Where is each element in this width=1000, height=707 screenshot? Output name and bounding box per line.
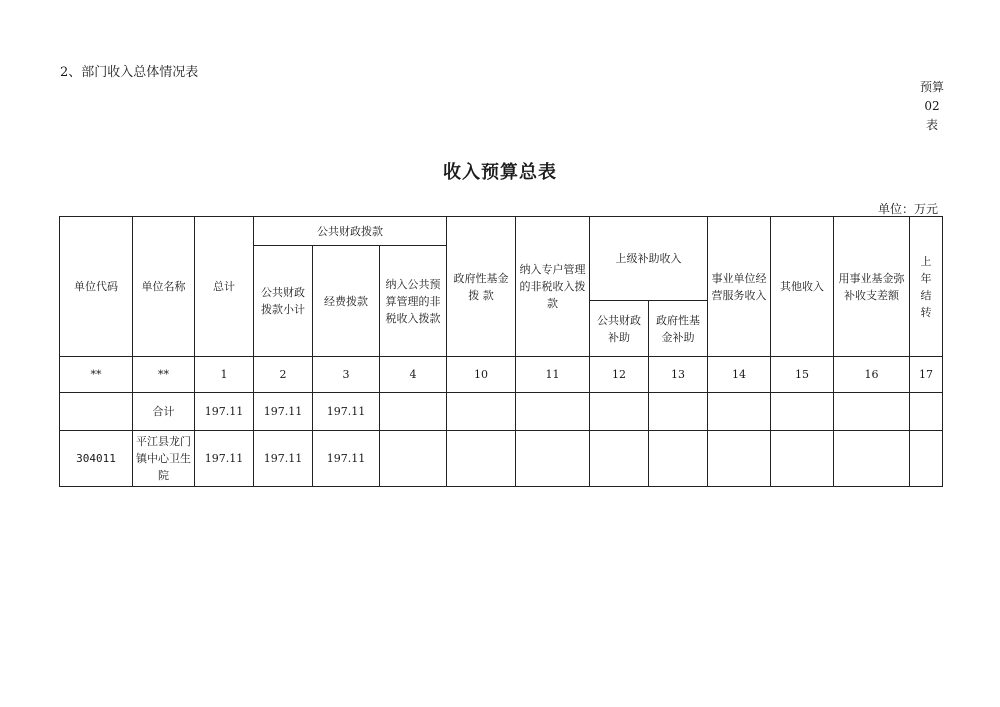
total-cell: 197.11 xyxy=(195,431,254,487)
expense-cell: 197.11 xyxy=(313,393,380,431)
index-row xyxy=(60,357,943,393)
subtotal-cell: 197.11 xyxy=(254,393,313,431)
header-carryover xyxy=(910,217,943,357)
index-cell: 10 xyxy=(447,357,516,393)
empty-cell xyxy=(649,393,708,431)
header-gov-fund: 政府性基金 拨 款 xyxy=(447,217,516,357)
empty-cell xyxy=(910,431,943,487)
empty-cell xyxy=(447,393,516,431)
empty-cell xyxy=(834,393,910,431)
empty-cell xyxy=(771,393,834,431)
table-title: 收入预算总表 xyxy=(443,162,557,183)
unit-name-cell: 合计 xyxy=(133,393,195,431)
index-cell: 4 xyxy=(380,357,447,393)
empty-cell xyxy=(708,431,771,487)
empty-cell xyxy=(516,393,590,431)
empty-cell xyxy=(380,393,447,431)
expense-cell: 197.11 xyxy=(313,431,380,487)
table-row xyxy=(60,393,943,431)
index-cell: 15 xyxy=(771,357,834,393)
header-superior-subsidy-group: 上级补助收入 xyxy=(590,217,708,301)
header-other-income: 其他收入 xyxy=(771,217,834,357)
header-expense-allocation: 经费拨款 xyxy=(313,246,380,357)
header-row-1 xyxy=(60,217,943,246)
index-cell: 2 xyxy=(254,357,313,393)
unit-label: 单位：万元 xyxy=(877,202,938,216)
form-number: 预算02表 xyxy=(920,80,945,132)
empty-cell xyxy=(516,431,590,487)
empty-cell xyxy=(834,431,910,487)
header-fund-balance: 用事业基金弥补收支差额 xyxy=(834,217,910,357)
table-row xyxy=(60,431,943,487)
index-cell: 11 xyxy=(516,357,590,393)
empty-cell xyxy=(380,431,447,487)
empty-cell xyxy=(708,393,771,431)
header-total: 总计 xyxy=(195,217,254,357)
empty-cell xyxy=(649,431,708,487)
empty-cell xyxy=(910,393,943,431)
empty-cell xyxy=(447,431,516,487)
empty-cell xyxy=(590,431,649,487)
empty-cell xyxy=(771,431,834,487)
index-cell: 3 xyxy=(313,357,380,393)
index-cell: ** xyxy=(60,357,133,393)
header-business-income: 事业单位经营服务收入 xyxy=(708,217,771,357)
total-cell: 197.11 xyxy=(195,393,254,431)
empty-cell xyxy=(590,393,649,431)
header-special-non-tax: 纳入专户管理的非税收入拨款 xyxy=(516,217,590,357)
header-gov-fund-subsidy: 政府性基金补助 xyxy=(649,301,708,357)
header-public-finance-subtotal: 公共财政拨款小计 xyxy=(254,246,313,357)
unit-code-cell: 304011 xyxy=(60,431,133,487)
income-budget-table xyxy=(59,216,943,487)
index-cell: ** xyxy=(133,357,195,393)
index-cell: 12 xyxy=(590,357,649,393)
index-cell: 14 xyxy=(708,357,771,393)
index-cell: 16 xyxy=(834,357,910,393)
header-non-tax-budget: 纳入公共预算管理的非税收入拨款 xyxy=(380,246,447,357)
unit-code-cell xyxy=(60,393,133,431)
header-carryover-text: 上年结转 xyxy=(920,254,932,319)
subtotal-cell: 197.11 xyxy=(254,431,313,487)
index-cell: 17 xyxy=(910,357,943,393)
header-unit-code: 单位代码 xyxy=(60,217,133,357)
unit-name-cell: 平江县龙门镇中心卫生院 xyxy=(133,431,195,487)
header-unit-name: 单位名称 xyxy=(133,217,195,357)
header-public-finance-group: 公共财政拨款 xyxy=(254,217,447,246)
header-public-finance-subsidy: 公共财政补助 xyxy=(590,301,649,357)
section-title: 2、部门收入总体情况表 xyxy=(60,65,199,80)
index-cell: 13 xyxy=(649,357,708,393)
index-cell: 1 xyxy=(195,357,254,393)
